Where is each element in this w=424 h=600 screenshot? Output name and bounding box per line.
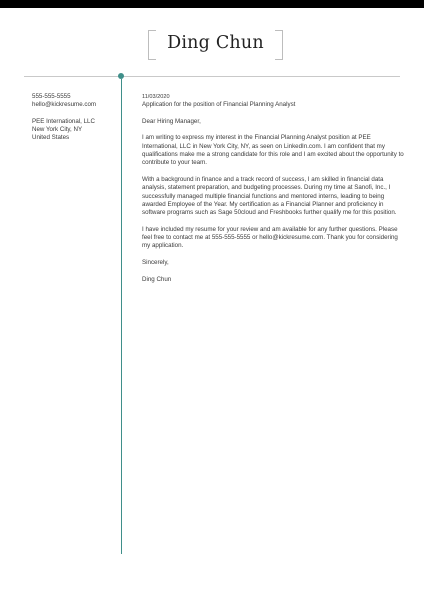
applicant-name: Ding Chun <box>167 33 264 53</box>
letter-body <box>142 93 404 292</box>
letter-paragraph: I have included my resume for your review and am available for any further questions. Please feel free to contact me at 555-555-5555 or hello@kickresume.com. Thank you for considering my application. <box>142 225 398 250</box>
name-header <box>148 30 283 60</box>
letter-signature: Ding Chun <box>142 275 172 283</box>
vertical-divider <box>121 79 122 554</box>
recipient-company: PEE International, LLC <box>32 117 95 125</box>
recipient-city: New York City, NY <box>32 126 83 134</box>
letter-subject: Application for the position of Financial Planning Analyst <box>142 101 296 109</box>
email-address: hello@kickresume.com <box>32 101 97 109</box>
recipient-country: United States <box>32 134 70 142</box>
top-bar <box>0 0 424 8</box>
letter-closing: Sincerely, <box>142 258 169 266</box>
letter-greeting: Dear Hiring Manager, <box>142 117 201 125</box>
letter-paragraph: With a background in finance and a track record of success, I am skilled in financial data analysis, statement preparation, and budgeting processes. During my time at Sanofi, Inc., I successfully managed multiple financial functions and mentored interns, leading to being awarded Employee of the Year. My certification as a Financial Planner and proficiency in software programs such as Sage 50cloud and Freshbooks further qualify me for this position. <box>142 175 397 217</box>
contact-column <box>32 93 116 143</box>
letter-date: 11/03/2020 <box>142 94 170 100</box>
right-bracket <box>275 30 283 60</box>
phone-number: 555-555-5555 <box>32 93 71 100</box>
letter-paragraph: I am writing to express my interest in the Financial Planning Analyst position at PEE International, LLC in New York City, NY, as seen on LinkedIn.com. I am confident that my qualifications make me a strong candidate for this role and I am excited about the opportunity to contribute to your team. <box>142 134 404 167</box>
horizontal-divider <box>24 76 400 77</box>
